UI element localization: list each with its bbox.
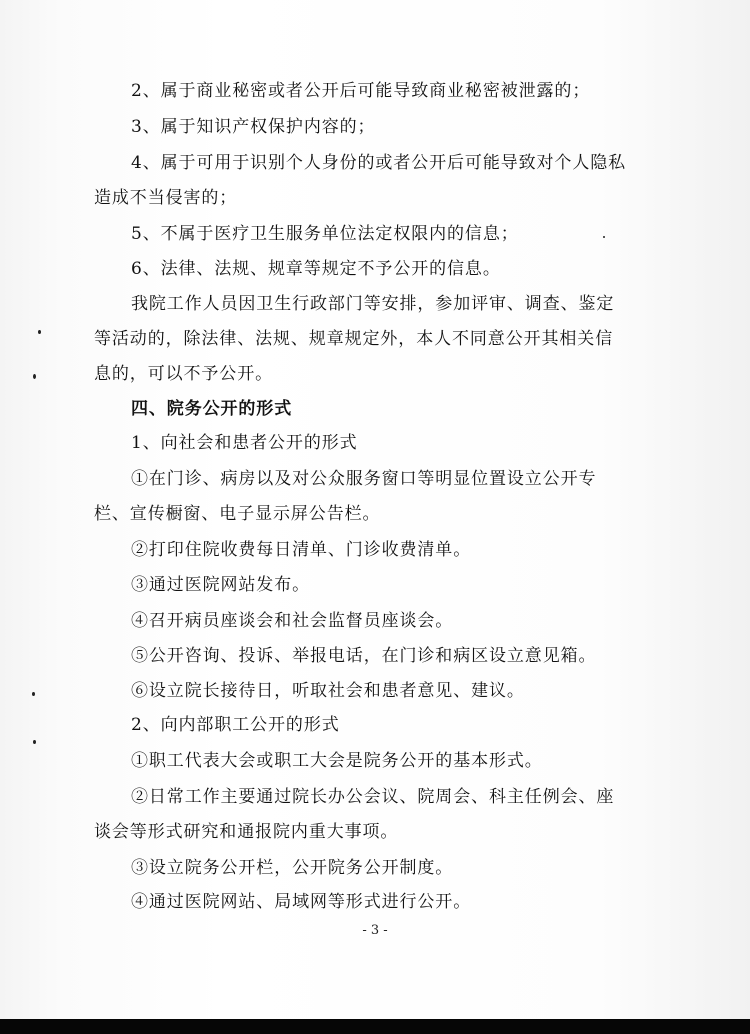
text-line: 3、属于知识产权保护内容的； <box>131 117 376 137</box>
text-line: ①职工代表大会或职工大会是院务公开的基本形式。 <box>131 751 543 771</box>
text-line: 我院工作人员因卫生行政部门等安排，参加评审、调查、鉴定 <box>131 294 615 314</box>
text-line: 5、不属于医疗卫生服务单位法定权限内的信息； <box>131 224 519 244</box>
text-line: ②日常工作主要通过院长办公会议、院周会、科主任例会、座 <box>131 787 615 807</box>
scan-speck <box>603 236 605 238</box>
scan-speck <box>33 740 36 744</box>
text-line: 6、法律、法规、规章等规定不予公开的信息。 <box>131 259 501 279</box>
scan-speck <box>32 692 35 696</box>
text-line: 息的，可以不予公开。 <box>94 364 273 384</box>
text-line: ④召开病员座谈会和社会监督员座谈会。 <box>131 611 454 631</box>
text-line: ④通过医院网站、局域网等形式进行公开。 <box>131 892 472 912</box>
text-line: 造成不当侵害的； <box>94 188 238 208</box>
text-line: 谈会等形式研究和通报院内重大事项。 <box>94 822 399 842</box>
text-line: 1、向社会和患者公开的形式 <box>131 433 358 453</box>
text-line: ②打印住院收费每日清单、门诊收费清单。 <box>131 540 472 560</box>
text-line: 等活动的，除法律、法规、规章规定外，本人不同意公开其相关信 <box>94 329 614 349</box>
page-number: - 3 - <box>362 923 388 938</box>
scan-edge <box>0 1019 750 1034</box>
text-line: ①在门诊、病房以及对公众服务窗口等明显位置设立公开专 <box>131 469 597 489</box>
scan-speck <box>33 374 36 379</box>
text-line: 2、属于商业秘密或者公开后可能导致商业秘密被泄露的； <box>131 81 591 101</box>
section-heading: 四、院务公开的形式 <box>131 399 293 419</box>
text-line: 栏、宣传橱窗、电子显示屏公告栏。 <box>94 504 381 524</box>
text-line: ⑥设立院长接待日，听取社会和患者意见、建议。 <box>131 681 525 701</box>
text-line: 4、属于可用于识别个人身份的或者公开后可能导致对个人隐私 <box>131 153 627 173</box>
scan-speck <box>38 330 41 334</box>
text-line: ③通过医院网站发布。 <box>131 575 310 595</box>
text-line: ③设立院务公开栏，公开院务公开制度。 <box>131 858 454 878</box>
text-line: 2、向内部职工公开的形式 <box>131 715 340 735</box>
text-line: ⑤公开咨询、投诉、举报电话，在门诊和病区设立意见箱。 <box>131 646 597 666</box>
